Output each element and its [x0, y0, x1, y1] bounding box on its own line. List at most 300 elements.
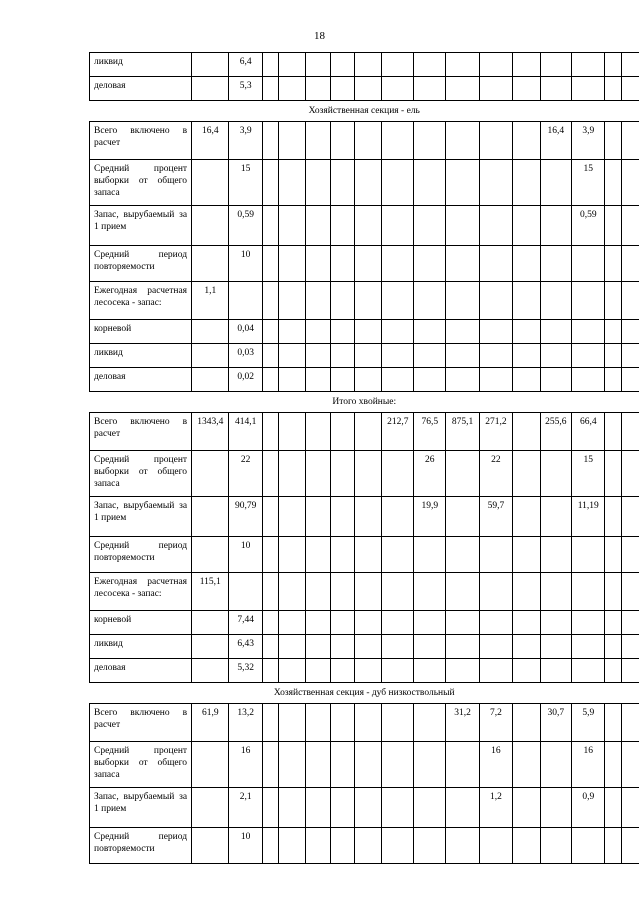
row-label: Средний процент выборки от общего запаса [90, 742, 192, 788]
table-cell: 5,9 [572, 704, 605, 742]
table-cell [192, 206, 229, 246]
table-cell [262, 573, 278, 611]
table-cell [621, 635, 639, 659]
table-cell [605, 788, 621, 828]
table-cell [414, 573, 446, 611]
table-cell [621, 320, 639, 344]
table-cell [414, 320, 446, 344]
table-cell [479, 160, 512, 206]
table-row [90, 368, 639, 392]
table-cell [192, 320, 229, 344]
table-cell [278, 497, 305, 537]
forest-data-table [89, 52, 639, 864]
table-cell [572, 246, 605, 282]
table-cell [330, 344, 354, 368]
table-cell [414, 635, 446, 659]
table-cell [262, 788, 278, 828]
table-cell [330, 246, 354, 282]
table-cell: 15 [572, 160, 605, 206]
table-cell: 10 [229, 246, 262, 282]
table-cell [513, 635, 540, 659]
row-label: ликвид [90, 53, 192, 77]
table-row [90, 573, 639, 611]
table-cell: 271,2 [479, 413, 512, 451]
table-cell [192, 246, 229, 282]
table-cell [540, 246, 572, 282]
table-cell: 22 [479, 451, 512, 497]
table-cell [330, 413, 354, 451]
row-label: Ежегодная расчетная лесосека - запас: [90, 573, 192, 611]
table-cell: 0,59 [229, 206, 262, 246]
table-cell [446, 122, 479, 160]
table-cell [306, 122, 330, 160]
table-cell [354, 704, 381, 742]
table-cell [513, 659, 540, 683]
row-label: Средний период повторяемости [90, 246, 192, 282]
table-cell [192, 788, 229, 828]
table-cell [513, 206, 540, 246]
table-cell [278, 742, 305, 788]
table-row [90, 611, 639, 635]
table-cell [479, 537, 512, 573]
table-cell [354, 160, 381, 206]
table-cell [621, 704, 639, 742]
table-cell [621, 788, 639, 828]
table-cell [354, 611, 381, 635]
row-label: ликвид [90, 635, 192, 659]
table-cell [382, 742, 414, 788]
row-label: Запас, вырубаемый за 1 прием [90, 206, 192, 246]
table-cell: 11,19 [572, 497, 605, 537]
table-cell [278, 611, 305, 635]
table-cell [306, 160, 330, 206]
table-row [90, 77, 639, 101]
table-cell [382, 344, 414, 368]
table-cell [278, 160, 305, 206]
table-cell [382, 537, 414, 573]
table-cell [513, 742, 540, 788]
table-cell [513, 828, 540, 864]
table-row [90, 246, 639, 282]
table-cell: 7,2 [479, 704, 512, 742]
table-cell [330, 497, 354, 537]
table-cell: 16,4 [540, 122, 572, 160]
table-cell [262, 497, 278, 537]
table-cell: 6,43 [229, 635, 262, 659]
table-cell [262, 537, 278, 573]
table-cell [229, 282, 262, 320]
table-cell [354, 451, 381, 497]
table-cell [262, 611, 278, 635]
table-cell [306, 611, 330, 635]
table-cell [330, 206, 354, 246]
table-cell [414, 788, 446, 828]
table-cell [446, 53, 479, 77]
table-cell [572, 77, 605, 101]
section-title: Хозяйственная секция - дуб низкоствольный [90, 683, 639, 704]
table-cell [540, 282, 572, 320]
table-cell: 16 [572, 742, 605, 788]
table-cell [446, 659, 479, 683]
row-label: Средний период повторяемости [90, 537, 192, 573]
table-cell [513, 122, 540, 160]
table-cell: 0,59 [572, 206, 605, 246]
table-cell [513, 282, 540, 320]
table-cell [262, 413, 278, 451]
table-cell [414, 742, 446, 788]
table-cell [540, 206, 572, 246]
table-row [90, 413, 639, 451]
table-row [90, 635, 639, 659]
table-cell [540, 497, 572, 537]
table-cell [382, 611, 414, 635]
table-cell [513, 77, 540, 101]
table-cell [278, 704, 305, 742]
table-cell [330, 573, 354, 611]
table-cell [605, 320, 621, 344]
table-cell [192, 611, 229, 635]
table-cell [513, 320, 540, 344]
table-cell [262, 206, 278, 246]
table-cell [446, 320, 479, 344]
table-cell: 2,1 [229, 788, 262, 828]
table-cell: 0,9 [572, 788, 605, 828]
table-cell [621, 368, 639, 392]
table-cell [479, 828, 512, 864]
table-cell [306, 635, 330, 659]
table-cell [621, 611, 639, 635]
table-cell [605, 828, 621, 864]
table-cell [306, 659, 330, 683]
table-cell [513, 704, 540, 742]
table-cell [605, 122, 621, 160]
row-label: деловая [90, 77, 192, 101]
table-cell [540, 320, 572, 344]
table-cell [479, 206, 512, 246]
table-cell [414, 53, 446, 77]
table-cell [330, 537, 354, 573]
row-label: корневой [90, 611, 192, 635]
table-cell [572, 659, 605, 683]
table-cell: 16 [479, 742, 512, 788]
table-cell [572, 282, 605, 320]
table-cell: 10 [229, 828, 262, 864]
table-cell [278, 451, 305, 497]
table-cell [354, 573, 381, 611]
table-cell [354, 282, 381, 320]
table-cell [621, 659, 639, 683]
table-cell [621, 206, 639, 246]
table-cell [540, 160, 572, 206]
section-header-row [90, 101, 639, 122]
table-cell [278, 122, 305, 160]
table-cell [414, 344, 446, 368]
table-cell [262, 451, 278, 497]
table-cell [621, 573, 639, 611]
table-cell [192, 659, 229, 683]
table-cell: 6,4 [229, 53, 262, 77]
table-cell [414, 611, 446, 635]
table-cell [572, 828, 605, 864]
table-cell [605, 611, 621, 635]
row-label: Всего включено в расчет [90, 704, 192, 742]
table-cell [621, 53, 639, 77]
table-cell: 22 [229, 451, 262, 497]
table-cell [262, 160, 278, 206]
table-cell [262, 320, 278, 344]
row-label: Ежегодная расчетная лесосека - запас: [90, 282, 192, 320]
table-cell [382, 206, 414, 246]
table-cell [446, 611, 479, 635]
table-cell [354, 122, 381, 160]
table-cell [621, 122, 639, 160]
table-cell [605, 246, 621, 282]
table-cell [540, 537, 572, 573]
table-cell [446, 77, 479, 101]
table-cell [382, 788, 414, 828]
row-label: Всего включено в расчет [90, 122, 192, 160]
table-cell [330, 160, 354, 206]
table-cell [278, 659, 305, 683]
table-cell [446, 451, 479, 497]
section-header-row [90, 392, 639, 413]
table-cell: 66,4 [572, 413, 605, 451]
table-cell [446, 160, 479, 206]
table-cell [621, 160, 639, 206]
table-cell [479, 573, 512, 611]
table-cell [605, 282, 621, 320]
table-cell [262, 246, 278, 282]
table-cell [306, 451, 330, 497]
table-cell [540, 611, 572, 635]
table-cell [382, 573, 414, 611]
table-cell [306, 320, 330, 344]
table-cell [278, 206, 305, 246]
table-cell [192, 368, 229, 392]
table-cell [382, 497, 414, 537]
section-title: Хозяйственная секция - ель [90, 101, 639, 122]
table-cell [306, 704, 330, 742]
table-cell [446, 368, 479, 392]
table-cell [572, 611, 605, 635]
table-cell [192, 53, 229, 77]
table-cell [605, 206, 621, 246]
table-cell: 15 [229, 160, 262, 206]
table-cell [278, 573, 305, 611]
table-cell [354, 368, 381, 392]
table-cell [572, 537, 605, 573]
table-row [90, 497, 639, 537]
page-number: 18 [314, 30, 325, 42]
table-cell [192, 344, 229, 368]
table-cell: 16,4 [192, 122, 229, 160]
table-cell [192, 742, 229, 788]
table-cell [621, 282, 639, 320]
table-cell [278, 368, 305, 392]
table-cell [382, 77, 414, 101]
table-cell [540, 53, 572, 77]
table-cell [572, 635, 605, 659]
table-cell: 0,03 [229, 344, 262, 368]
table-cell: 875,1 [446, 413, 479, 451]
table-cell [621, 344, 639, 368]
section-title: Итого хвойные: [90, 392, 639, 413]
table-cell [262, 828, 278, 864]
table-cell: 5,32 [229, 659, 262, 683]
table-cell [192, 828, 229, 864]
table-cell [605, 413, 621, 451]
table-cell [540, 368, 572, 392]
row-label: деловая [90, 659, 192, 683]
section-header-row [90, 683, 639, 704]
table-cell [605, 53, 621, 77]
table-cell [540, 451, 572, 497]
table-cell: 10 [229, 537, 262, 573]
table-cell [446, 344, 479, 368]
table-cell [278, 77, 305, 101]
table-cell [605, 659, 621, 683]
table-cell [330, 788, 354, 828]
table-cell [513, 788, 540, 828]
table-cell [192, 635, 229, 659]
table-cell [446, 742, 479, 788]
table-cell [306, 246, 330, 282]
table-cell [354, 77, 381, 101]
table-cell [192, 497, 229, 537]
table-cell: 15 [572, 451, 605, 497]
table-cell [479, 246, 512, 282]
table-cell: 212,7 [382, 413, 414, 451]
table-cell [330, 704, 354, 742]
table-cell: 3,9 [572, 122, 605, 160]
table-cell [479, 282, 512, 320]
table-cell [306, 368, 330, 392]
table-cell [605, 497, 621, 537]
table-cell [621, 742, 639, 788]
table-row [90, 828, 639, 864]
table-cell [278, 344, 305, 368]
table-cell [278, 828, 305, 864]
table-cell [605, 537, 621, 573]
table-cell [540, 635, 572, 659]
table-cell [306, 206, 330, 246]
table-cell [414, 160, 446, 206]
table-cell [414, 206, 446, 246]
table-cell: 26 [414, 451, 446, 497]
table-cell [540, 788, 572, 828]
table-cell [414, 828, 446, 864]
table-cell [382, 368, 414, 392]
table-cell [278, 788, 305, 828]
table-cell [414, 246, 446, 282]
table-cell [414, 282, 446, 320]
table-cell [382, 53, 414, 77]
table-cell [513, 160, 540, 206]
table-cell [540, 344, 572, 368]
table-cell [479, 77, 512, 101]
table-cell [446, 537, 479, 573]
table-cell [330, 282, 354, 320]
table-row [90, 282, 639, 320]
table-cell [278, 635, 305, 659]
table-cell [262, 659, 278, 683]
table-cell [382, 704, 414, 742]
table-cell: 0,04 [229, 320, 262, 344]
table-cell [513, 497, 540, 537]
row-label: ликвид [90, 344, 192, 368]
table-cell [513, 368, 540, 392]
table-cell [382, 635, 414, 659]
table-cell [572, 368, 605, 392]
table-cell [540, 742, 572, 788]
table-cell [414, 77, 446, 101]
table-cell [479, 320, 512, 344]
table-cell [262, 122, 278, 160]
table-cell [306, 573, 330, 611]
table-cell [513, 53, 540, 77]
table-cell [572, 344, 605, 368]
table-cell [572, 53, 605, 77]
table-cell [354, 413, 381, 451]
table-cell [330, 659, 354, 683]
row-label: Средний процент выборки от общего запаса [90, 160, 192, 206]
table-cell [354, 788, 381, 828]
table-cell [513, 246, 540, 282]
table-cell: 76,5 [414, 413, 446, 451]
table-cell [330, 828, 354, 864]
table-cell [330, 53, 354, 77]
table-cell [605, 344, 621, 368]
table-cell [382, 828, 414, 864]
table-cell [354, 635, 381, 659]
table-cell: 1343,4 [192, 413, 229, 451]
table-cell [354, 320, 381, 344]
table-cell [382, 659, 414, 683]
table-cell [414, 368, 446, 392]
table-cell [382, 320, 414, 344]
table-cell [278, 53, 305, 77]
table-row [90, 320, 639, 344]
table-row [90, 206, 639, 246]
table-cell [306, 788, 330, 828]
table-cell [605, 742, 621, 788]
table-cell [540, 573, 572, 611]
table-cell [513, 537, 540, 573]
table-cell [354, 742, 381, 788]
table-cell [278, 246, 305, 282]
table-cell [262, 368, 278, 392]
table-cell [446, 497, 479, 537]
table-cell [306, 53, 330, 77]
row-label: Средний период повторяемости [90, 828, 192, 864]
table-cell [192, 537, 229, 573]
table-cell: 90,79 [229, 497, 262, 537]
table-cell [479, 368, 512, 392]
table-cell [382, 122, 414, 160]
table-cell [306, 537, 330, 573]
table-cell [354, 53, 381, 77]
table-cell [621, 828, 639, 864]
table-cell [278, 537, 305, 573]
table-cell [330, 122, 354, 160]
table-cell: 1,2 [479, 788, 512, 828]
row-label: Запас, вырубаемый за 1 прием [90, 497, 192, 537]
table-cell: 30,7 [540, 704, 572, 742]
table-cell [262, 704, 278, 742]
row-label: корневой [90, 320, 192, 344]
table-cell [621, 413, 639, 451]
table-cell [278, 413, 305, 451]
